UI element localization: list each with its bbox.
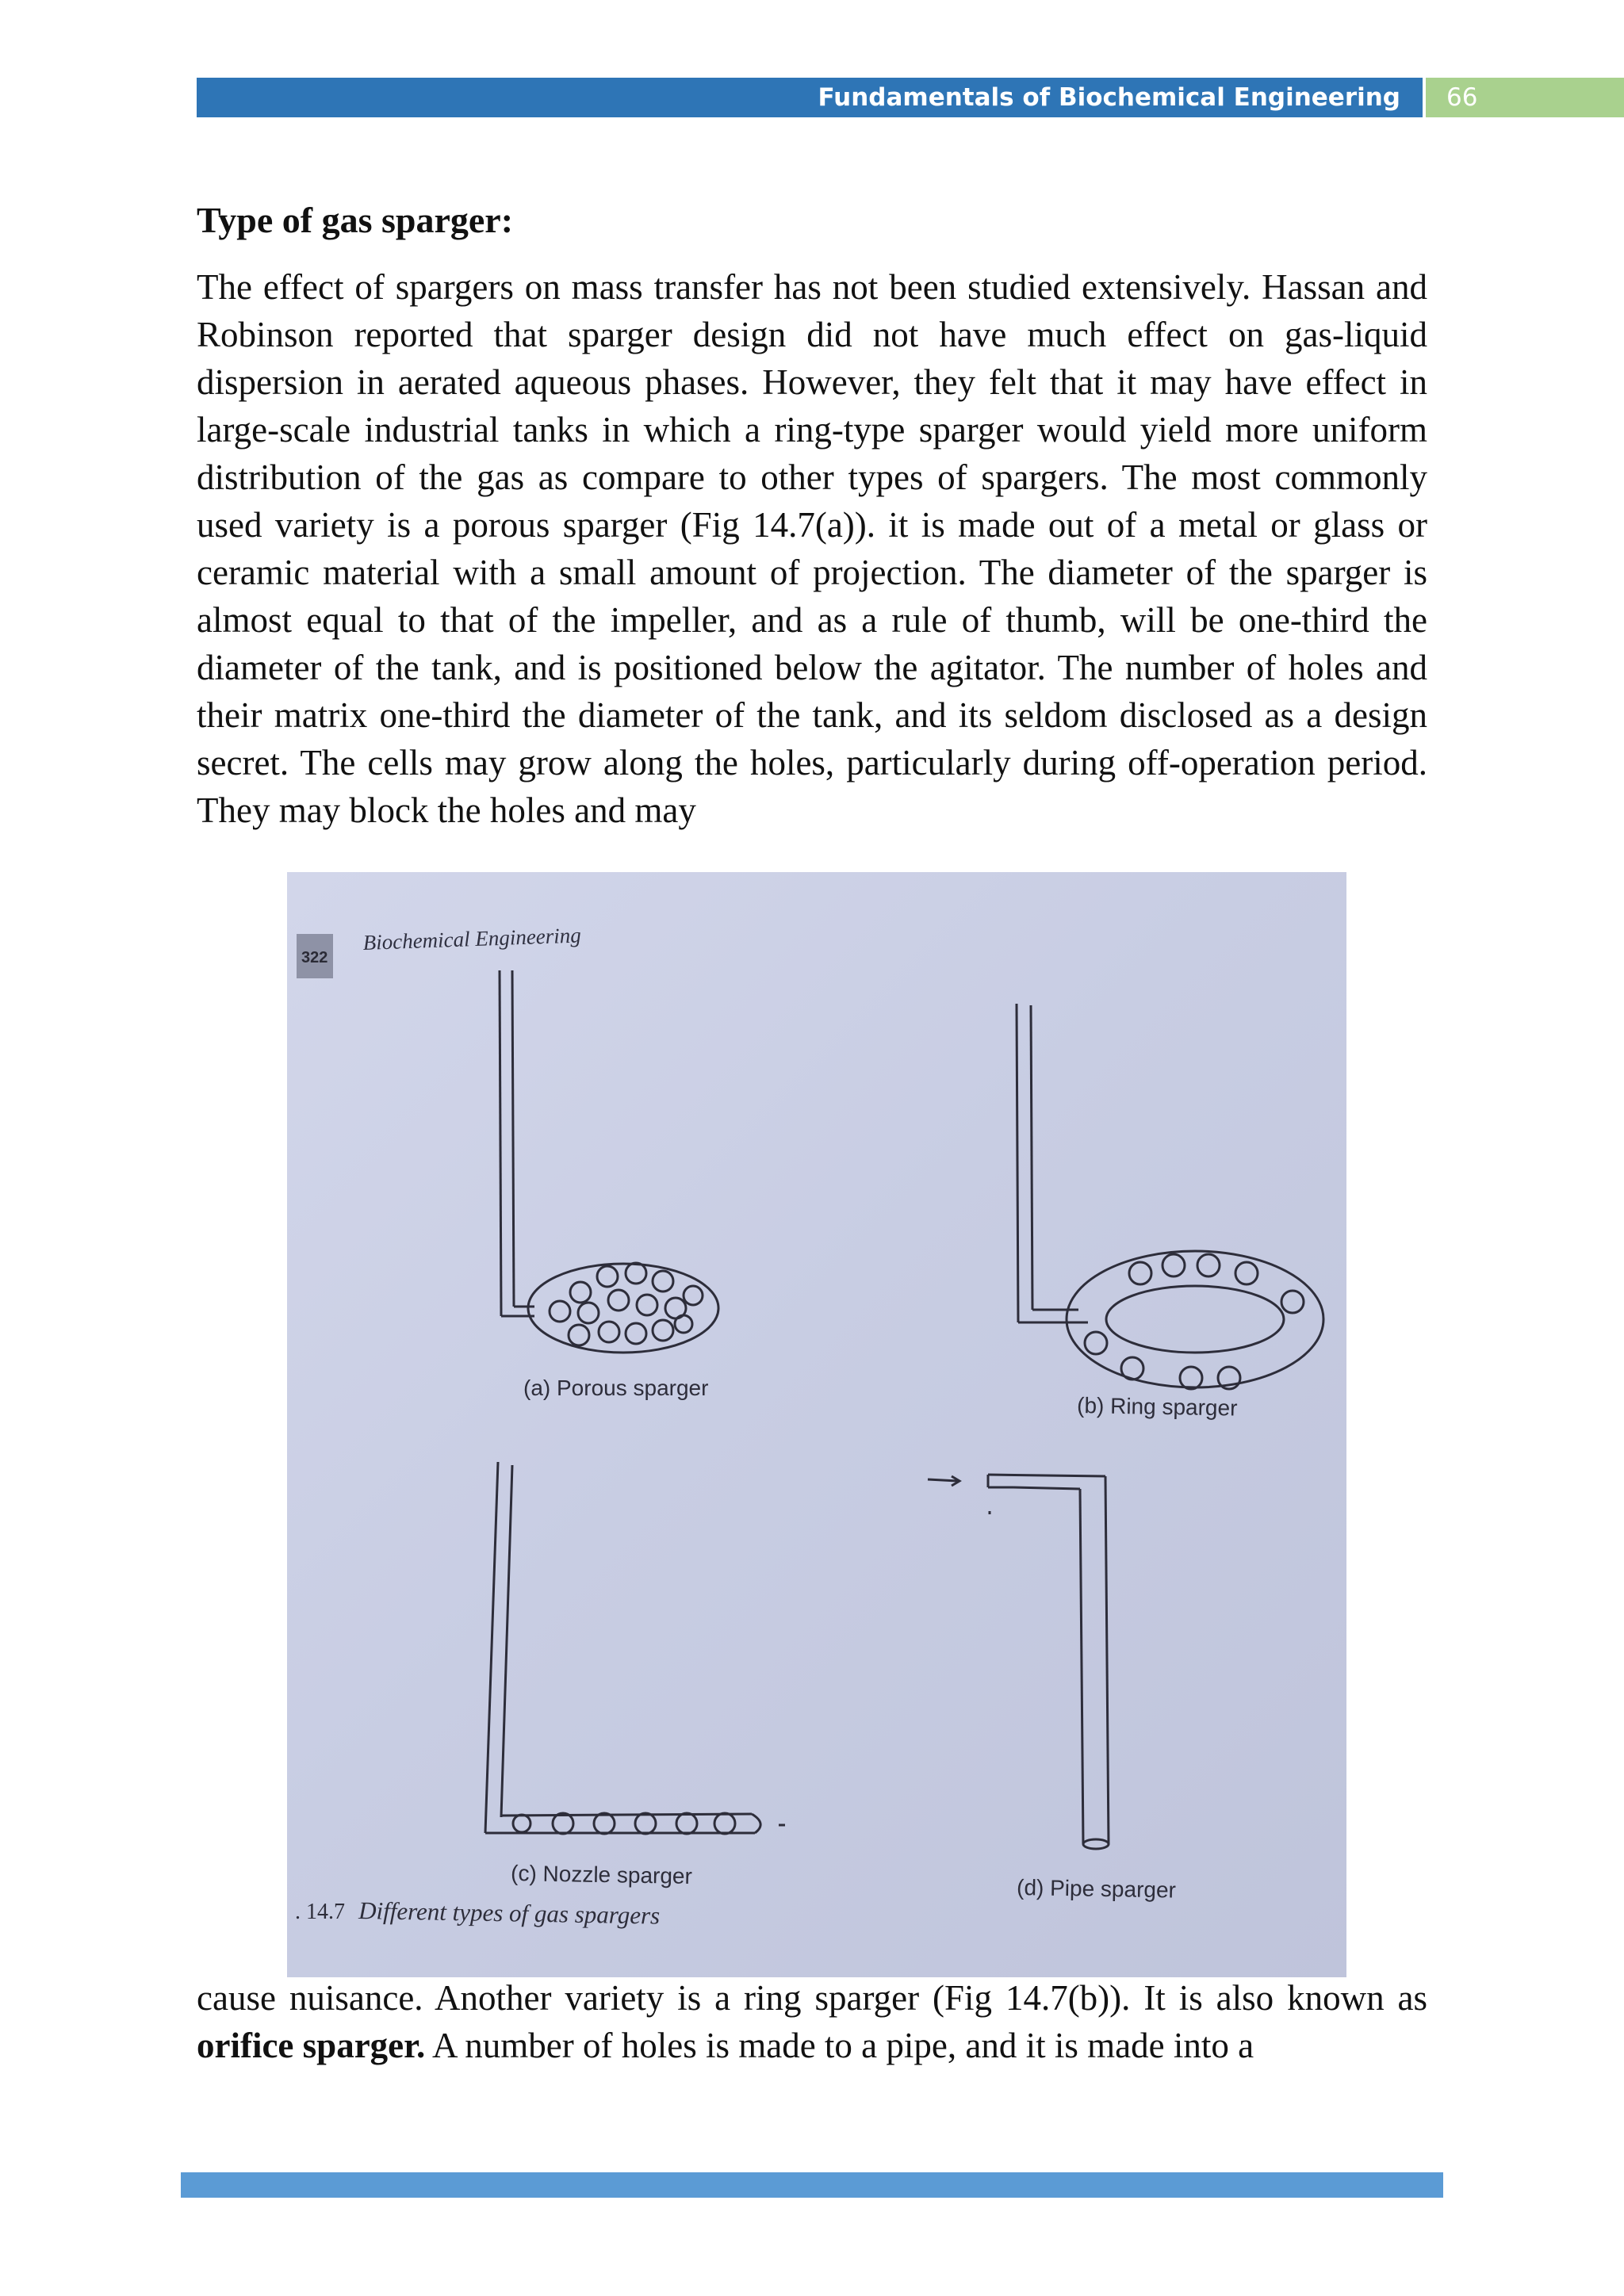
body-paragraph-2 — [197, 1974, 1427, 2069]
book-page-number: 322 — [301, 949, 328, 966]
label-nozzle-sparger: (c) Nozzle sparger — [510, 1861, 693, 1888]
sparger-figure-photo — [287, 872, 1346, 1977]
book-running-head: Biochemical Engineering — [362, 923, 582, 955]
porous-sparger-drawing — [500, 970, 718, 1353]
footer-bar — [181, 2172, 1443, 2198]
paragraph-2-start: cause nuisance. Another variety is a ring sparger (Fig 14.7(b)). It is also known as — [197, 1978, 1427, 2018]
header-title: Fundamentals of Biochemical Engineering — [818, 83, 1400, 112]
header-page-number: 66 — [1426, 78, 1624, 117]
section-heading: Type of gas sparger: — [197, 200, 514, 240]
body-paragraph-1: The effect of spargers on mass transfer has not been studied extensively. Hassan and Robinson reported that sparger design did not have much effect on gas-liquid dispersion in aerated aqueous phases. However, they felt that it may have effect in large-scale industrial tanks in which a ring-type sparger would yield more uniform distribution of the gas as compare to other types of spargers. The most commonly used variety is a porous sparger (Fig 14.7(a)). it is made out of a metal or glass or ceramic material with a small amount of projection. The diameter of the sparger is almost equal to that of the impeller, and as a rule of thumb, will be one-third the diameter of the tank, and is positioned below the agitator. The number of holes and their matrix one-third the diameter of the tank, and its seldom disclosed as a design secret. The cells may grow along the holes, particularly during off-operation period. They may block the holes and may — [197, 267, 1427, 830]
figure-caption-text: Different types of gas spargers — [358, 1896, 661, 1930]
ring-sparger-drawing — [1017, 1004, 1323, 1389]
figure-caption-number: . 14.7 — [295, 1900, 345, 1924]
label-ring-sparger: (b) Ring sparger — [1076, 1393, 1238, 1421]
label-porous-sparger: (a) Porous sparger — [523, 1376, 709, 1400]
label-pipe-sparger: (d) Pipe sparger — [1016, 1875, 1177, 1903]
header-bar — [197, 78, 1423, 117]
orifice-sparger-term: orifice sparger. — [197, 2026, 426, 2065]
nozzle-sparger-drawing — [485, 1462, 785, 1834]
pipe-sparger-drawing — [928, 1475, 1109, 1849]
paragraph-2-end: A number of holes is made to a pipe, and it is made into a — [425, 2026, 1254, 2065]
